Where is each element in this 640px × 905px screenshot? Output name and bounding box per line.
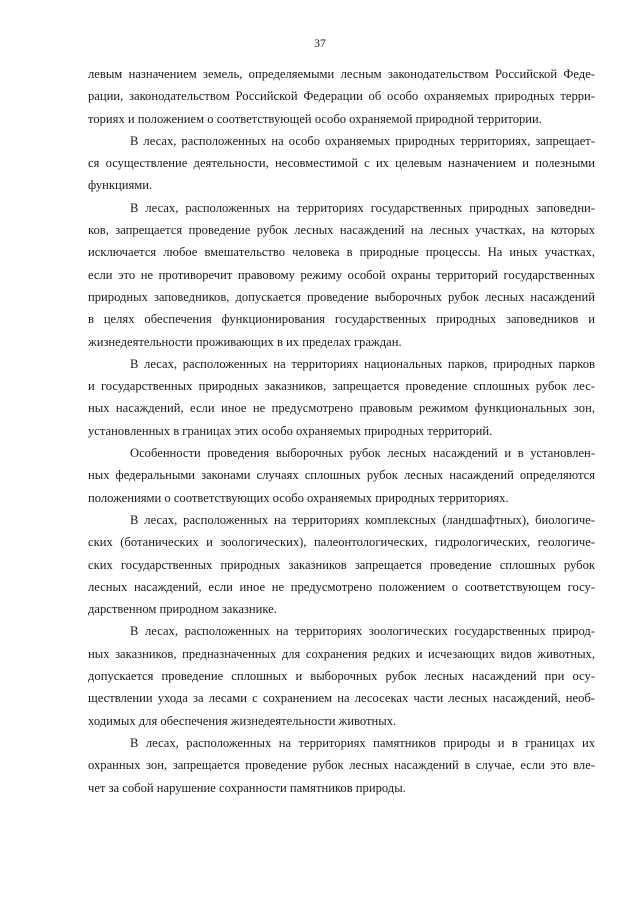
text-line: ских государственных природных заказников запрещается проведение сплошных рубок <box>88 557 595 572</box>
text-line: установленных в границах этих особо охраняемых природных территорий. <box>88 423 493 438</box>
text-line: чет за собой нарушение сохранности памятников природы. <box>88 780 406 795</box>
page-number: 37 <box>314 38 326 50</box>
text-line: охранных зон, запрещается проведение рубок лесных насаждений в случае, если это вле- <box>88 758 595 773</box>
text-line: ходимых для обеспечения жизнедеятельности животных. <box>88 713 397 728</box>
text-line: в целях обеспечения функционирования государственных природных заповедников и <box>88 312 595 327</box>
paragraph-3 <box>88 197 595 353</box>
text-line: рации, законодательством Российской Федерации об особо охраняемых природных терри- <box>88 89 595 104</box>
text-line: ных федеральными законами случаях сплошных рубок лесных насаждений определяются <box>88 468 595 483</box>
text-line: ских (ботанических и зоологических), палеонтологических, гидрологических, геологиче- <box>88 535 595 550</box>
text-line: если это не противоречит правовому режиму особой охраны территорий государственных <box>88 267 595 282</box>
paragraph-4 <box>88 353 595 442</box>
text-line: левым назначением земель, определяемыми лесным законодательством Российской Феде- <box>88 67 595 81</box>
paragraph-6 <box>88 509 595 620</box>
text-line: и государственных природных заказников, запрещается проведение сплошных рубок лес- <box>88 379 595 394</box>
text-line: В лесах, расположенных на территориях государственных природных заповедни- <box>130 200 595 215</box>
text-line: ков, запрещается проведение рубок лесных насаждений на лесных участках, на которых <box>88 223 595 238</box>
text-line: ных насаждений, если иное не предусмотрено правовым режимом функциональных зон, <box>88 401 595 416</box>
text-line: ществлении ухода за лесами с сохранением на лесосеках части лесных насаждений, необ- <box>88 691 595 706</box>
text-line: лесных насаждений, если иное не предусмотрено положением о соответствующем госу- <box>88 579 595 594</box>
text-line: природных заповедников, допускается проведение выборочных рубок лесных насаждений <box>88 289 595 304</box>
text-line: дарственном природном заказнике. <box>88 602 277 617</box>
paragraph-8 <box>88 732 595 799</box>
text-line: В лесах, расположенных на территориях памятников природы и в границах их <box>130 735 595 750</box>
text-line: положениями о соответствующих особо охраняемых природных территориях. <box>88 490 509 505</box>
text-line: ных заказников, предназначенных для сохранения редких и исчезающих видов животных, <box>88 646 595 661</box>
text-line: жизнедеятельности проживающих в их пределах граждан. <box>88 334 402 349</box>
paragraph-7 <box>88 620 595 731</box>
text-line: функциями. <box>88 178 153 193</box>
paragraph-5 <box>88 442 595 509</box>
text-line: допускается проведение сплошных и выборочных рубок лесных насаждений при осу- <box>88 669 595 684</box>
page-body <box>88 63 595 799</box>
text-line: В лесах, расположенных на территориях комплексных (ландшафтных), биологиче- <box>130 512 595 527</box>
text-line: Особенности проведения выборочных рубок лесных насаждений и в установлен- <box>130 446 595 461</box>
text-line: исключается любое вмешательство человека в природные процессы. На иных участках, <box>88 245 595 260</box>
paragraph-1 <box>88 63 595 130</box>
text-line: ся осуществление деятельности, несовместимой с их целевым назначением и полезными <box>88 156 595 171</box>
text-line: ториях и положением о соответствующей особо охраняемой природной территории. <box>88 111 542 126</box>
text-line: В лесах, расположенных на территориях национальных парков, природных парков <box>130 356 595 371</box>
text-line: В лесах, расположенных на территориях зоологических государственных природ- <box>130 624 595 639</box>
paragraph-2 <box>88 130 595 197</box>
text-line: В лесах, расположенных на особо охраняемых природных территориях, запрещает- <box>130 133 595 148</box>
